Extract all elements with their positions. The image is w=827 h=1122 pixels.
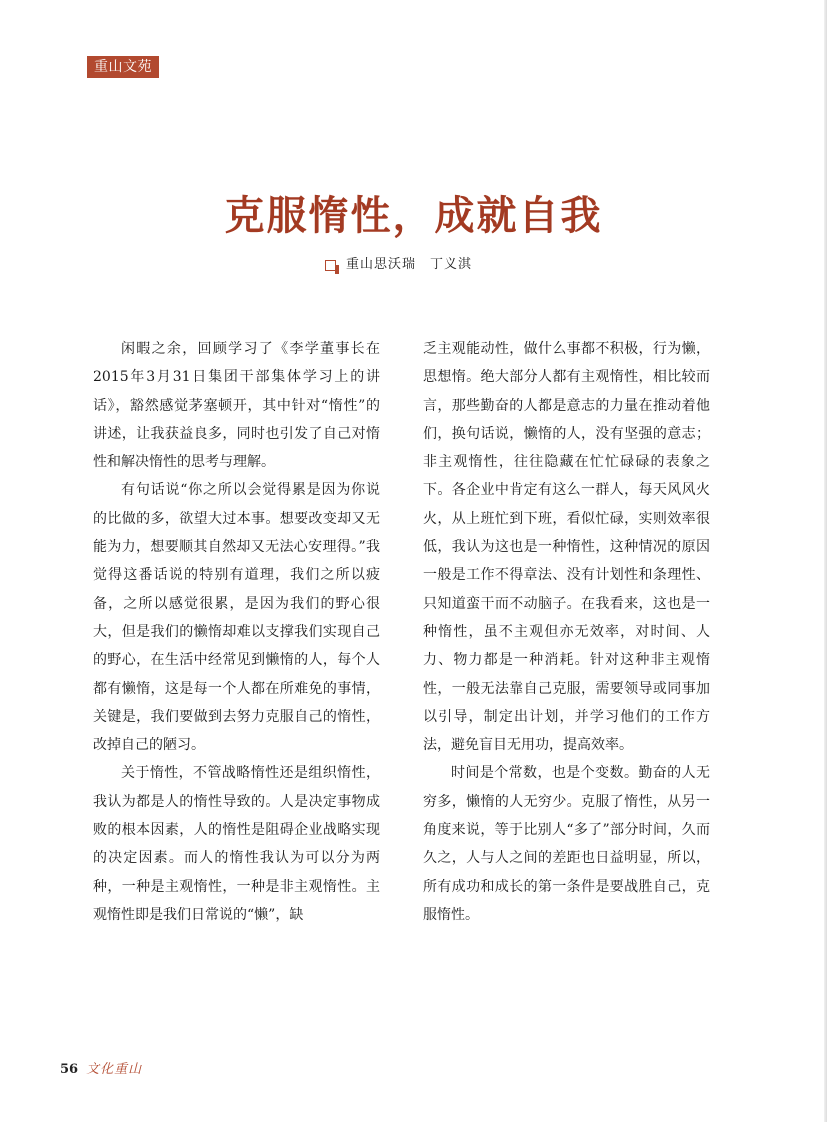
right-column (423, 335, 710, 929)
article-title: 克服惰性，成就自我 (224, 192, 603, 239)
byline-org: 重山思沃瑞 (346, 257, 417, 272)
left-column (93, 335, 380, 929)
publication-logo: 文化重山 (86, 1062, 143, 1077)
section-tag: 重山文苑 (87, 56, 159, 78)
paragraph: 时间是个常数，也是个变数。勤奋的人无穷多，懒惰的人无穷少。克服了惰性，从另一角度来说，等于比别人“多了”部分时间，久而久之，人与人之间的差距也日益明显，所以，所有成功和成长的第一条件是要战胜自己，克服惰性。 (423, 765, 710, 923)
paragraph: 乏主观能动性，做什么事都不积极，行为懒，思想惰。绝大部分人都有主观惰性，相比较而言，那些勤奋的人都是意志的力量在推动着他们，换句话说，懒惰的人，没有坚强的意志；非主观惰性，往往隐藏在忙忙碌碌的表象之下。各企业中肯定有这么一群人，每天风风火火，从上班忙到下班，看似忙碌，实则效率很低，我认为这也是一种惰性，这种情况的原因一般是工作不得章法、没有计划性和条理性、只知道蛮干而不动脑子。在我看来，这也是一种惰性，虽不主观但亦无效率，对时间、人力、物力都是一种消耗。针对这种非主观惰性，一般无法靠自己克服，需要领导或同事加以引导，制定出计划，并学习他们的工作方法，避免盲目无用功，提高效率。 (423, 341, 710, 754)
paragraph: 闲暇之余，回顾学习了《李学董事长在2015年3月31日集团干部集体学习上的讲话》，豁然感觉茅塞顿开，其中针对“惰性”的讲述，让我获益良多，同时也引发了自己对惰性和解决惰性的思考与理解。 (93, 341, 380, 471)
byline (325, 255, 472, 275)
byline-author: 丁义淇 (430, 257, 473, 272)
square-bullet-icon (325, 260, 336, 271)
page-number: 56 (60, 1062, 79, 1077)
paragraph: 有句话说“你之所以会觉得累是因为你说的比做的多，欲望大过本事。想要改变却又无能为力，想要顺其自然却又无法心安理得。”我觉得这番话说的特别有道理，我们之所以疲备，之所以感觉很累，是因为我们的野心很大，但是我们的懒惰却难以支撑我们实现自己的野心，在生活中经常见到懒惰的人，每个人都有懒惰，这是每一个人都在所难免的事情，关键是，我们要做到去努力克服自己的惰性，改掉自己的陋习。 (93, 482, 380, 754)
page-footer (60, 1058, 142, 1077)
paragraph: 关于惰性，不管战略惰性还是组织惰性，我认为都是人的惰性导致的。人是决定事物成败的根本因素，人的惰性是阻碍企业战略实现的决定因素。而人的惰性我认为可以分为两种，一种是主观惰性，一种是非主观惰性。主观惰性即是我们日常说的“懒”，缺 (93, 765, 380, 923)
